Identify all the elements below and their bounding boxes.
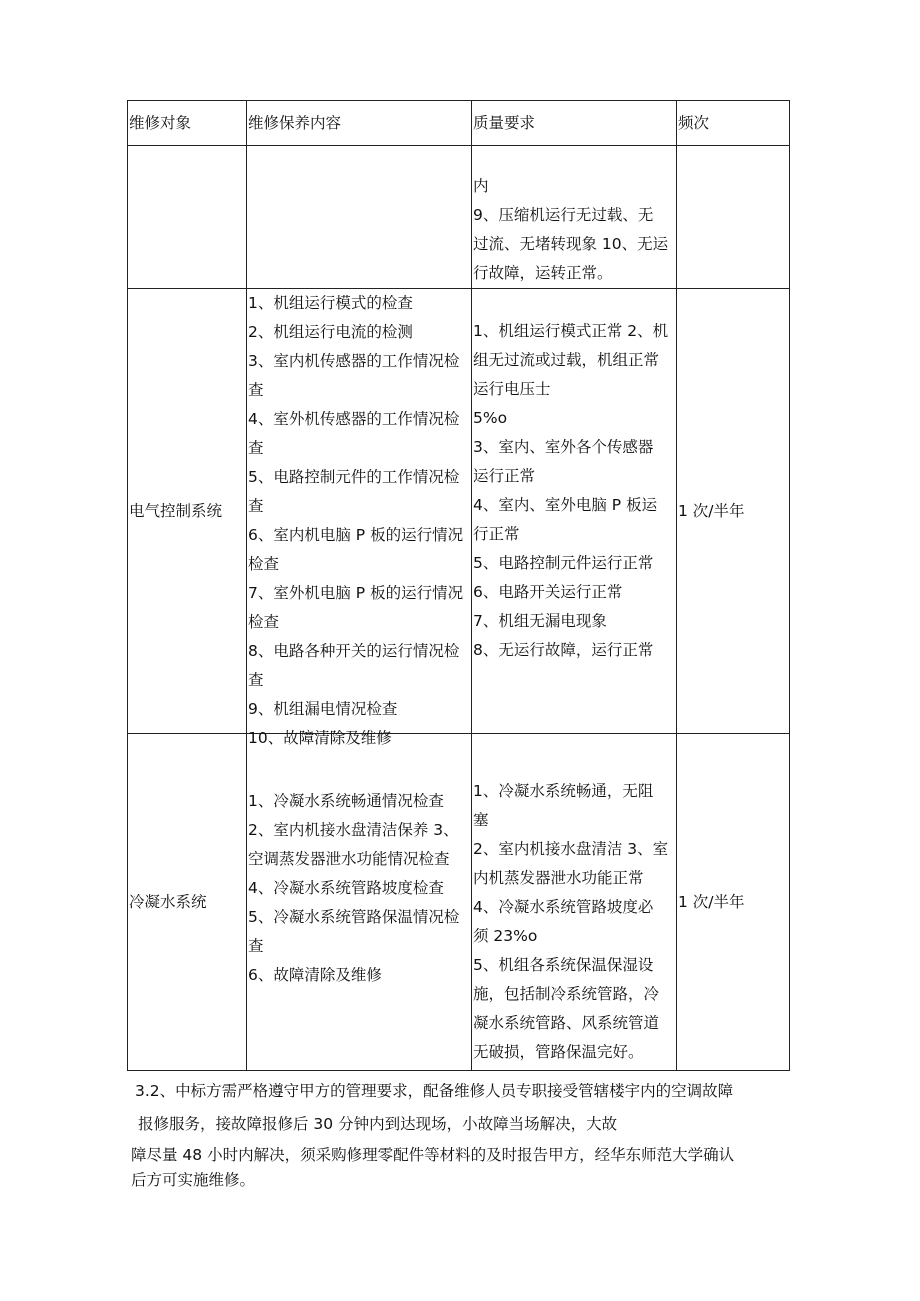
frequency-cell: 1 次/半年 xyxy=(677,289,790,734)
table-row xyxy=(128,734,790,1071)
table-row xyxy=(128,289,790,734)
table-header-row xyxy=(128,101,790,146)
quality-cell xyxy=(472,289,677,734)
content-cell xyxy=(247,146,472,289)
content-line: 10、故障清除及维修 xyxy=(248,729,392,747)
quality-line: 7、机组无漏电现象 xyxy=(473,612,607,630)
quality-line: 5、机组各系统保温保湿设 xyxy=(473,956,654,974)
maintenance-table xyxy=(127,100,790,1071)
content-cell xyxy=(247,734,472,1071)
content-line: 8、电路各种开关的运行情况检 xyxy=(248,642,460,660)
quality-line: 组无过流或过载，机组正常 xyxy=(473,351,660,369)
quality-line: 运行正常 xyxy=(473,467,536,485)
quality-line: 5%o xyxy=(473,409,508,427)
quality-line: 内 xyxy=(473,177,489,195)
object-cell: 电气控制系统 xyxy=(128,289,247,734)
paragraph-line: 报修服务，接故障报修后 30 分钟内到达现场，小故障当场解决，大故 xyxy=(138,1115,618,1133)
content-line: 查 xyxy=(248,497,264,515)
paragraph-line: 3.2、中标方需严格遵守甲方的管理要求，配备维修人员专职接受管辖楼宇内的空调故障 xyxy=(135,1082,734,1100)
content-line: 6、室内机电脑 P 板的运行情况 xyxy=(248,526,464,544)
object-cell: 冷凝水系统 xyxy=(128,734,247,1071)
quality-line: 5、电路控制元件运行正常 xyxy=(473,554,654,572)
content-line: 1、冷凝水系统畅通情况检查 xyxy=(248,791,444,810)
header-object: 维修对象 xyxy=(128,101,247,146)
content-line: 6、故障清除及维修 xyxy=(248,965,382,984)
content-line: 2、室内机接水盘清洁保养 3、 xyxy=(248,820,459,839)
header-content: 维修保养内容 xyxy=(247,101,472,146)
quality-line: 8、无运行故障，运行正常 xyxy=(473,641,654,659)
paragraph-line: 障尽量 48 小时内解决，须采购修理零配件等材料的及时报告甲方，经华东师范大学确认 xyxy=(131,1146,735,1164)
quality-line: 3、室内、室外各个传感器 xyxy=(473,438,654,456)
content-line: 4、室外机传感器的工作情况检 xyxy=(248,410,460,428)
quality-line: 9、压缩机运行无过载、无 xyxy=(473,206,654,224)
quality-line: 4、冷凝水系统管路坡度必 xyxy=(473,898,654,916)
quality-line: 2、室内机接水盘清洁 3、室 xyxy=(473,840,669,858)
quality-line: 行正常 xyxy=(473,525,520,543)
quality-cell xyxy=(472,146,677,289)
content-line: 9、机组漏电情况检查 xyxy=(248,700,398,718)
frequency-cell: 1 次/半年 xyxy=(677,734,790,1071)
content-line: 2、机组运行电流的检测 xyxy=(248,323,413,341)
content-line: 查 xyxy=(248,936,264,955)
frequency-cell xyxy=(677,146,790,289)
content-line: 4、冷凝水系统管路坡度检查 xyxy=(248,878,444,897)
quality-line: 4、室内、室外电脑 P 板运 xyxy=(473,496,658,514)
quality-line: 凝水系统管路、风系统管道 xyxy=(473,1014,660,1032)
quality-line: 须 23%o xyxy=(473,927,538,945)
object-cell xyxy=(128,146,247,289)
content-line: 检查 xyxy=(248,613,280,631)
quality-line: 运行电压士 xyxy=(473,380,551,398)
quality-cell xyxy=(472,734,677,1071)
content-line: 查 xyxy=(248,381,264,399)
quality-line: 施，包括制冷系统管路，冷 xyxy=(473,985,660,1003)
quality-line: 6、电路开关运行正常 xyxy=(473,583,623,601)
quality-line: 1、冷凝水系统畅通，无阻 xyxy=(473,782,654,800)
content-line: 空调蒸发器泄水功能情况检查 xyxy=(248,849,450,868)
quality-line: 过流、无堵转现象 10、无运 xyxy=(473,235,669,253)
content-line: 5、冷凝水系统管路保温情况检 xyxy=(248,907,460,926)
paragraph-line: 后方可实施维修。 xyxy=(131,1171,256,1189)
content-line: 查 xyxy=(248,671,264,689)
quality-line: 塞 xyxy=(473,811,489,829)
content-line: 7、室外机电脑 P 板的运行情况 xyxy=(248,584,464,602)
content-line: 检查 xyxy=(248,555,280,573)
quality-line: 内机蒸发器泄水功能正常 xyxy=(473,869,644,887)
quality-line: 行故障，运转正常。 xyxy=(473,264,613,282)
header-frequency: 频次 xyxy=(677,101,790,146)
quality-line: 1、机组运行模式正常 2、机 xyxy=(473,322,669,340)
content-line: 1、机组运行模式的检查 xyxy=(248,294,413,312)
content-line: 查 xyxy=(248,439,264,457)
quality-line: 无破损，管路保温完好。 xyxy=(473,1043,644,1061)
content-line: 5、电路控制元件的工作情况检 xyxy=(248,468,460,486)
content-cell xyxy=(247,289,472,747)
content-line: 3、室内机传感器的工作情况检 xyxy=(248,352,460,370)
table-row xyxy=(128,146,790,289)
header-quality: 质量要求 xyxy=(472,101,677,146)
